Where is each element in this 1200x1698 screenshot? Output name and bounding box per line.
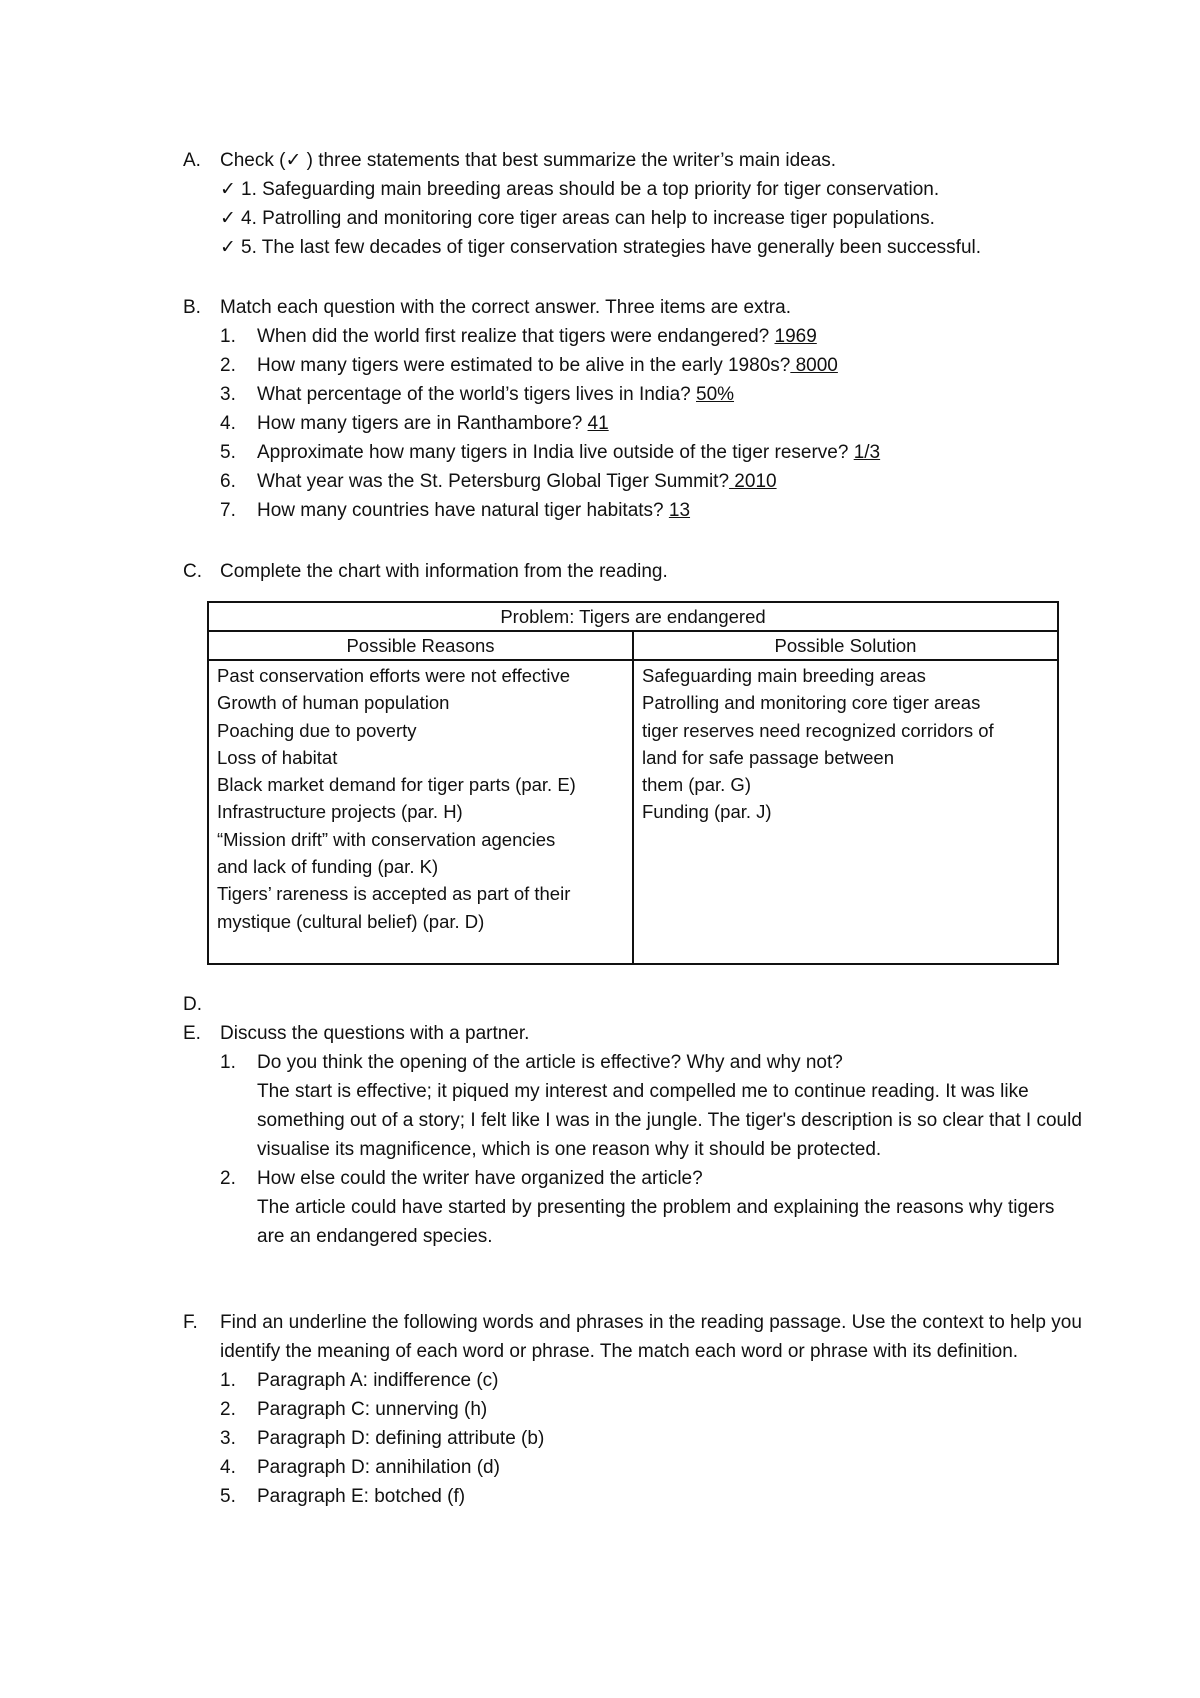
section-b-letter: B. — [183, 297, 201, 318]
summary-statement: 5. The last few decades of tiger conservation strategies have generally been successful. — [241, 237, 982, 258]
answer: 1/3 — [853, 442, 881, 463]
section-c — [183, 557, 1083, 586]
list-item: 5. Paragraph E: botched (f) — [183, 1482, 1083, 1511]
check-mark-icon: ✓ — [220, 237, 236, 258]
section-a — [183, 146, 1083, 262]
list-item: 4. How many tigers are in Ranthambore? 41 — [220, 413, 609, 434]
vocab-item: Paragraph D: defining attribute (b) — [257, 1428, 545, 1449]
list-item: 1. Paragraph A: indifference (c) — [183, 1366, 1083, 1395]
solutions-cell — [633, 660, 1058, 964]
reason-line: and lack of funding (par. K) — [217, 856, 439, 878]
vocab-item: Paragraph C: unnerving (h) — [257, 1399, 488, 1420]
check-mark-icon: ✓ — [220, 179, 236, 200]
answer: 41 — [587, 413, 609, 434]
list-item: 6. What year was the St. Petersburg Global Tiger Summit? 2010 — [220, 471, 777, 492]
check-mark-icon: ✓ — [285, 150, 302, 171]
problem-chart — [207, 601, 1059, 965]
answer: 13 — [668, 500, 691, 521]
chart-solution-header: Possible Solution — [633, 631, 1058, 660]
section-f-letter: F. — [183, 1312, 198, 1333]
solution-line: Patrolling and monitoring core tiger areas — [642, 692, 981, 714]
section-f — [183, 1308, 1083, 1511]
vocab-item: Paragraph E: botched (f) — [257, 1486, 466, 1507]
list-item: 2. How many tigers were estimated to be alive in the early 1980s? 8000 — [220, 355, 838, 376]
summary-statement: 4. Patrolling and monitoring core tiger areas can help to increase tiger populations. — [241, 208, 935, 229]
reason-line: “Mission drift” with conservation agencies — [217, 828, 556, 850]
list-item: 1. When did the world first realize that tigers were endangered? 1969 — [220, 326, 817, 347]
answer: 8000 — [790, 355, 838, 376]
solution-line: Funding (par. J) — [642, 801, 772, 823]
section-a-instruction: Check (✓ ) three statements that best summarize the writer’s main ideas. — [220, 150, 837, 171]
reason-line: Black market demand for tiger parts (par. E) — [217, 774, 576, 796]
list-item: 4. Paragraph D: annihilation (d) — [183, 1453, 1083, 1482]
list-item: 5. Approximate how many tigers in India live outside of the tiger reserve? 1/3 — [220, 442, 881, 463]
list-item: 2. Paragraph C: unnerving (h) — [183, 1395, 1083, 1424]
vocab-item: Paragraph D: annihilation (d) — [257, 1457, 500, 1478]
section-d-letter: D. — [183, 994, 202, 1015]
section-e — [183, 1019, 1083, 1251]
discussion-answer: The start is effective; it piqued my interest and compelled me to continue reading. It was like something out of a story; I felt like I was in the jungle. The tiger's description is so clear that I could visualise its magnificence, which is one reason why it should be protected. — [257, 1081, 1082, 1160]
check-mark-icon: ✓ — [220, 208, 236, 229]
solution-line: tiger reserves need recognized corridors of — [642, 719, 994, 741]
solution-line: Safeguarding main breeding areas — [642, 665, 926, 686]
discussion-answer: The article could have started by presenting the problem and explaining the reasons why tigers are an endangered species. — [257, 1197, 1055, 1247]
reason-line: Loss of habitat — [217, 746, 338, 768]
reason-line: Infrastructure projects (par. H) — [217, 801, 463, 823]
solution-line: them (par. G) — [642, 774, 751, 796]
list-item: 3. Paragraph D: defining attribute (b) — [183, 1424, 1083, 1453]
reason-line: Tigers’ rareness is accepted as part of their — [217, 883, 571, 905]
vocab-item: Paragraph A: indifference (c) — [257, 1370, 499, 1391]
section-b-instruction: Match each question with the correct answer. Three items are extra. — [220, 297, 791, 318]
reason-line: Growth of human population — [217, 692, 450, 714]
section-a-letter: A. — [183, 150, 201, 171]
section-f-instruction: Find an underline the following words and phrases in the reading passage. Use the context to help you identify the meaning of each word or phrase. The match each word or phrase with its definition. — [220, 1312, 1082, 1362]
reason-line: Past conservation efforts were not effective — [217, 665, 571, 686]
list-item: 1. Do you think the opening of the article is effective? Why and why not? — [183, 1048, 1083, 1077]
reasons-cell — [208, 660, 633, 964]
section-d — [183, 990, 1083, 1019]
section-c-instruction: Complete the chart with information from the reading. — [220, 561, 668, 582]
section-b — [183, 293, 1083, 525]
answer: 1969 — [774, 326, 817, 347]
chart-reasons-header: Possible Reasons — [208, 631, 633, 660]
answer: 2010 — [729, 471, 777, 492]
list-item: 3. What percentage of the world’s tigers lives in India? 50% — [220, 384, 735, 405]
list-item: 2. How else could the writer have organized the article? — [183, 1164, 1083, 1193]
discussion-question: Do you think the opening of the article is effective? Why and why not? — [257, 1052, 843, 1073]
section-e-instruction: Discuss the questions with a partner. — [220, 1023, 530, 1044]
discussion-question: How else could the writer have organized the article? — [257, 1168, 703, 1189]
reason-line: mystique (cultural belief) (par. D) — [217, 910, 485, 932]
section-e-letter: E. — [183, 1023, 201, 1044]
reason-line: Poaching due to poverty — [217, 719, 417, 741]
list-item: 7. How many countries have natural tiger habitats? 13 — [220, 500, 691, 521]
summary-statement: 1. Safeguarding main breeding areas should be a top priority for tiger conservation. — [241, 179, 940, 200]
chart-problem-header: Problem: Tigers are endangered — [208, 602, 1058, 631]
section-c-letter: C. — [183, 561, 202, 582]
answer: 50% — [696, 384, 735, 405]
solution-line: land for safe passage between — [642, 746, 894, 768]
